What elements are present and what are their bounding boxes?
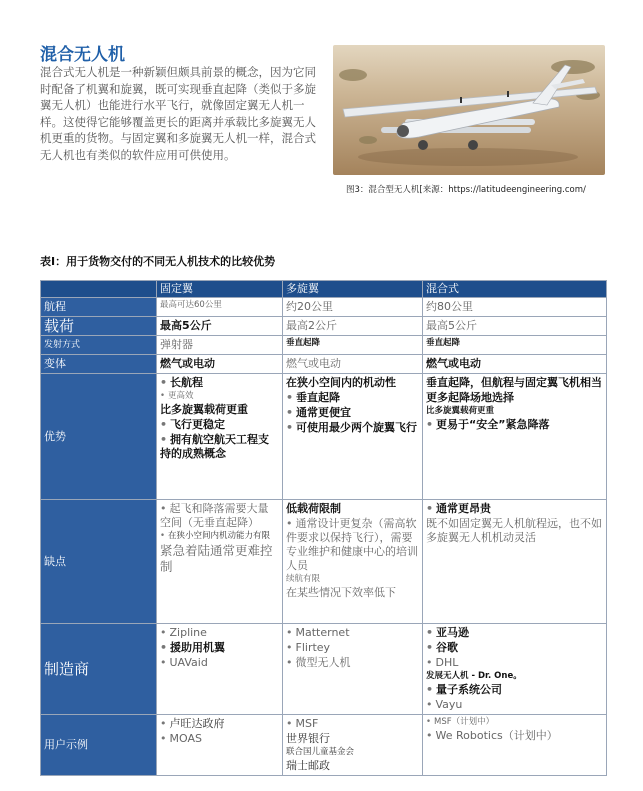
header-blank bbox=[41, 281, 157, 298]
manufacturers-hybrid bbox=[423, 624, 607, 715]
cell-text: • 通常设计更复杂（需高软件要求以保持飞行），需要专业维护和健康中心的培训人员 bbox=[286, 517, 419, 573]
users-hybrid bbox=[423, 715, 607, 776]
variant-hybrid bbox=[423, 355, 607, 374]
cell-text: • Flirtey bbox=[286, 641, 419, 655]
launch-fixed bbox=[157, 336, 283, 355]
table-row bbox=[41, 355, 607, 374]
cell-text: 紧急着陆通常更难控制 bbox=[160, 543, 273, 574]
table-header-row bbox=[41, 281, 607, 298]
cell-text: • 亚马逊 bbox=[426, 626, 603, 640]
cell-text: 比多旋翼载荷更重 bbox=[426, 406, 495, 416]
cell-text: • Matternet bbox=[286, 626, 419, 640]
cell-text: • 量子系统公司 bbox=[426, 683, 603, 697]
table-row bbox=[41, 624, 607, 715]
table-row bbox=[41, 715, 607, 776]
cell-text: 在某些情况下效率低下 bbox=[286, 586, 396, 599]
intro-paragraph: 混合式无人机是一种新颖但颇具前景的概念，因为它同时配备了机翼和旋翼，既可实现垂直起降（类似于多旋翼无人机）也能进行水平飞行，就像固定翼无人机一样。这使得它能够覆盖更长的距离并承载比多旋翼无人机更重的货物。与固定翼和多旋翼无人机一样，混合式无人机也有类似的软件应用可供使用。 bbox=[40, 65, 316, 162]
header-multirotor: 多旋翼 bbox=[283, 281, 423, 298]
cell-text: • Zipline bbox=[160, 626, 279, 640]
cell-text: 最高可达60公里 bbox=[160, 300, 222, 310]
manufacturers-fixed bbox=[157, 624, 283, 715]
row-label-users: 用户示例 bbox=[41, 715, 157, 776]
cell-text: 瑞士邮政 bbox=[286, 759, 330, 772]
variant-fixed bbox=[157, 355, 283, 374]
manufacturers-multi bbox=[283, 624, 423, 715]
cell-text: 比多旋翼载荷更重 bbox=[160, 403, 248, 416]
cell-text: • 微型无人机 bbox=[286, 656, 419, 670]
row-label-manufacturers: 制造商 bbox=[41, 624, 157, 715]
row-label-launch: 发射方式 bbox=[41, 336, 157, 355]
cell-text: 燃气或电动 bbox=[286, 357, 341, 370]
advantages-hybrid bbox=[423, 374, 607, 500]
table-row bbox=[41, 374, 607, 500]
cell-text: • Vayu bbox=[426, 698, 603, 712]
cell-text: 约20公里 bbox=[286, 300, 333, 313]
drone-illustration bbox=[333, 45, 605, 175]
cell-text: • 起飞和降落需要大量空间（无垂直起降） bbox=[160, 502, 279, 530]
cell-text: • 通常更昂贵 bbox=[426, 502, 603, 516]
cell-text: • 可使用最少两个旋翼飞行 bbox=[286, 421, 419, 435]
cell-text: 最高2公斤 bbox=[286, 319, 337, 332]
cell-text: 燃气或电动 bbox=[426, 357, 481, 370]
cell-text: 既不如固定翼无人机航程远，也不如多旋翼无人机机动灵活 bbox=[426, 517, 602, 544]
cell-text: • UAVaid bbox=[160, 656, 279, 670]
disadvantages-fixed bbox=[157, 500, 283, 624]
payload-fixed bbox=[157, 317, 283, 336]
cell-text: 约80公里 bbox=[426, 300, 473, 313]
table-caption: 表I：用于货物交付的不同无人机技术的比较优势 bbox=[40, 255, 276, 268]
row-label-variant: 变体 bbox=[41, 355, 157, 374]
users-fixed bbox=[157, 715, 283, 776]
cell-text: • 援助用机翼 bbox=[160, 641, 279, 655]
row-label-disadvantages: 缺点 bbox=[41, 500, 157, 624]
cell-text: • 更易于“安全”紧急降落 bbox=[426, 418, 603, 432]
header-hybrid: 混合式 bbox=[423, 281, 607, 298]
cell-text: 联合国儿童基金会 bbox=[286, 747, 355, 757]
cell-text: 弹射器 bbox=[160, 338, 193, 351]
cell-text: • MSF（计划中） bbox=[426, 717, 603, 728]
figure-caption: 图3：混合型无人机[来源：https://latitudeengineering.com/ bbox=[346, 185, 586, 195]
cell-text: • 拥有航空航天工程支持的成熟概念 bbox=[160, 433, 279, 461]
hybrid-drone-photo bbox=[333, 45, 605, 175]
table-row bbox=[41, 500, 607, 624]
cell-text: • 垂直起降 bbox=[286, 391, 419, 405]
range-hybrid bbox=[423, 298, 607, 317]
cell-text: • DHL bbox=[426, 656, 603, 670]
cell-text: 垂直起降，但航程与固定翼飞机相当 bbox=[426, 376, 602, 389]
cell-text: 续航有限 bbox=[286, 574, 321, 584]
disadvantages-hybrid bbox=[423, 500, 607, 624]
cell-text: • 谷歌 bbox=[426, 641, 603, 655]
comparison-table bbox=[40, 280, 607, 776]
cell-text: 在狭小空间内的机动性 bbox=[286, 376, 396, 389]
users-multi bbox=[283, 715, 423, 776]
launch-hybrid bbox=[423, 336, 607, 355]
cell-text: 最高5公斤 bbox=[426, 319, 477, 332]
cell-text: • 通常更便宜 bbox=[286, 406, 419, 420]
cell-text: 更多起降场地选择 bbox=[426, 391, 514, 404]
advantages-fixed bbox=[157, 374, 283, 500]
disadvantages-multi bbox=[283, 500, 423, 624]
payload-hybrid bbox=[423, 317, 607, 336]
launch-multi bbox=[283, 336, 423, 355]
row-label-advantages: 优势 bbox=[41, 374, 157, 500]
row-label-range: 航程 bbox=[41, 298, 157, 317]
cell-text: • 飞行更稳定 bbox=[160, 418, 279, 432]
payload-multi bbox=[283, 317, 423, 336]
cell-text: 垂直起降 bbox=[426, 338, 461, 348]
cell-text: 燃气或电动 bbox=[160, 357, 215, 370]
range-multi bbox=[283, 298, 423, 317]
cell-text: • We Robotics（计划中） bbox=[426, 729, 603, 743]
cell-text: • MOAS bbox=[160, 732, 279, 746]
cell-text: 低载荷限制 bbox=[286, 502, 341, 515]
cell-text: • 在狭小空间内机动能力有限 bbox=[160, 531, 279, 542]
advantages-multi bbox=[283, 374, 423, 500]
row-label-payload: 载荷 bbox=[41, 317, 157, 336]
range-fixed bbox=[157, 298, 283, 317]
table-row bbox=[41, 336, 607, 355]
cell-text: • 更高效 bbox=[160, 391, 279, 402]
header-fixed-wing: 固定翼 bbox=[157, 281, 283, 298]
cell-text: 世界银行 bbox=[286, 732, 330, 745]
cell-text: • MSF bbox=[286, 717, 419, 731]
cell-text: • 卢旺达政府 bbox=[160, 717, 279, 731]
cell-text: 发展无人机 - Dr. One。 bbox=[426, 671, 522, 681]
section-title: 混合无人机 bbox=[40, 45, 125, 65]
cell-text: 最高5公斤 bbox=[160, 319, 212, 332]
table-row bbox=[41, 298, 607, 317]
table-row bbox=[41, 317, 607, 336]
cell-text: 垂直起降 bbox=[286, 338, 321, 348]
cell-text: • 长航程 bbox=[160, 376, 279, 390]
variant-multi bbox=[283, 355, 423, 374]
